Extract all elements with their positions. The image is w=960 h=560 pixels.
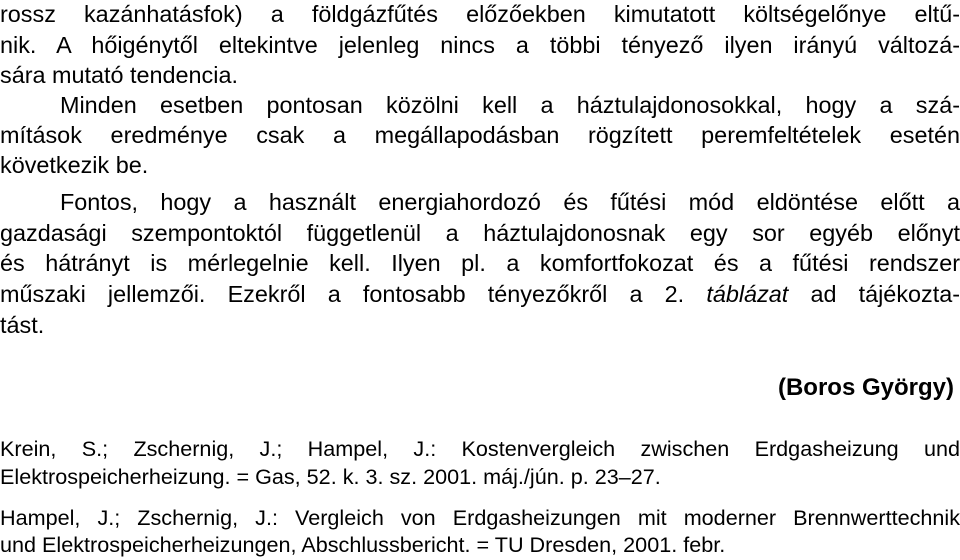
reference-line: Elektrospeicherheizung. = Gas, 52. k. 3. sz. 2001. máj./jún. p. 23–27. <box>0 464 661 489</box>
reference-line: und Elektrospeicherheizungen, Abschlussbericht. = TU Dresden, 2001. febr. <box>0 532 726 557</box>
reference-line: Hampel, J.; Zschernig, J.: Vergleich von Erdgasheizungen mit moderner Brennwerttechnik <box>0 505 960 530</box>
text-line: és hátrányt is mérlegelnie kell. Ilyen pl. a komfortfokozat és a fűtési rendszer <box>0 250 960 276</box>
table-reference: táblázat <box>706 281 789 307</box>
paragraph-start-line: Minden esetben pontosan közölni kell a háztulajdonosokkal, hogy a szá- <box>60 92 960 118</box>
text-line: mítások eredménye csak a megállapodásban rögzített peremfeltételek esetén <box>0 122 960 148</box>
text-line: következik be. <box>0 152 149 178</box>
text-line <box>0 279 960 309</box>
paragraph-start-line: Fontos, hogy a használt energiahordozó és fűtési mód eldöntése előtt a <box>60 189 960 215</box>
text-line: tást. <box>0 312 45 338</box>
text-segment: műszaki jellemzői. Ezekről a fontosabb tényezőkről a 2. <box>0 281 685 307</box>
author-signature: (Boros György) <box>777 374 954 401</box>
text-segment: ad tájékozta- <box>810 281 960 307</box>
text-line: sára mutató tendencia. <box>0 62 238 88</box>
text-line: nik. A hőigénytől eltekintve jelenleg nincs a többi tényező ilyen irányú változá- <box>0 32 960 58</box>
text-line: gazdasági szempontoktól függetlenül a háztulajdonosnak egy sor egyéb előnyt <box>0 220 960 246</box>
reference-line: Krein, S.; Zschernig, J.; Hampel, J.: Kostenvergleich zwischen Erdgasheizung und <box>0 436 960 461</box>
text-line: rossz kazánhatásfok) a földgázfűtés előzőekben kimutatott költségelőnye eltű- <box>0 1 960 27</box>
